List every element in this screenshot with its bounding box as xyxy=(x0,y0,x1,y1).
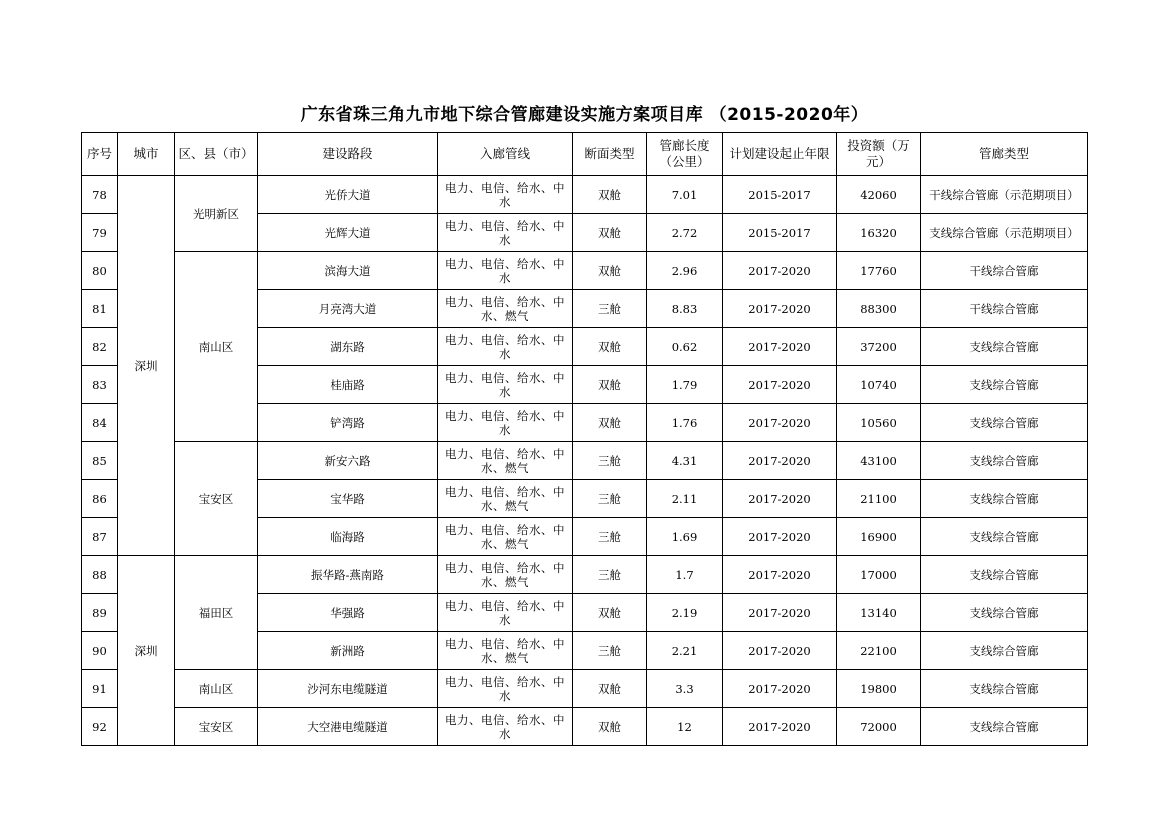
cell-segment: 滨海大道 xyxy=(258,252,438,290)
cell-pipelines: 电力、电信、给水、中水 xyxy=(438,404,573,442)
cell-period: 2017-2020 xyxy=(723,442,837,480)
cell-investment: 22100 xyxy=(837,632,921,670)
cell-investment: 19800 xyxy=(837,670,921,708)
cell-length: 1.76 xyxy=(647,404,723,442)
cell-section: 双舱 xyxy=(573,708,647,746)
cell-segment: 大空港电缆隧道 xyxy=(258,708,438,746)
header-seq: 序号 xyxy=(82,133,118,176)
cell-seq: 86 xyxy=(82,480,118,518)
cell-length: 2.11 xyxy=(647,480,723,518)
cell-investment: 37200 xyxy=(837,328,921,366)
cell-pipelines: 电力、电信、给水、中水 xyxy=(438,252,573,290)
cell-segment: 沙河东电缆隧道 xyxy=(258,670,438,708)
cell-pipelines: 电力、电信、给水、中水 xyxy=(438,214,573,252)
cell-segment: 临海路 xyxy=(258,518,438,556)
header-investment: 投资额（万元） xyxy=(837,133,921,176)
header-city: 城市 xyxy=(118,133,175,176)
cell-pipelines: 电力、电信、给水、中水、燃气 xyxy=(438,442,573,480)
cell-seq: 90 xyxy=(82,632,118,670)
cell-seq: 78 xyxy=(82,176,118,214)
table-row xyxy=(82,670,1088,708)
header-length: 管廊长度（公里） xyxy=(647,133,723,176)
cell-type: 支线综合管廊 xyxy=(921,632,1088,670)
cell-length: 7.01 xyxy=(647,176,723,214)
header-segment: 建设路段 xyxy=(258,133,438,176)
table-row xyxy=(82,442,1088,480)
cell-district: 南山区 xyxy=(175,670,258,708)
cell-length: 4.31 xyxy=(647,442,723,480)
cell-period: 2017-2020 xyxy=(723,556,837,594)
cell-pipelines: 电力、电信、给水、中水 xyxy=(438,328,573,366)
header-section-type: 断面类型 xyxy=(573,133,647,176)
cell-seq: 91 xyxy=(82,670,118,708)
cell-section: 三舱 xyxy=(573,442,647,480)
cell-section: 双舱 xyxy=(573,404,647,442)
cell-segment: 铲湾路 xyxy=(258,404,438,442)
cell-length: 2.96 xyxy=(647,252,723,290)
cell-section: 三舱 xyxy=(573,480,647,518)
cell-section: 双舱 xyxy=(573,366,647,404)
cell-segment: 月亮湾大道 xyxy=(258,290,438,328)
cell-seq: 79 xyxy=(82,214,118,252)
cell-section: 双舱 xyxy=(573,670,647,708)
header-pipelines: 入廊管线 xyxy=(438,133,573,176)
cell-investment: 42060 xyxy=(837,176,921,214)
cell-seq: 89 xyxy=(82,594,118,632)
cell-pipelines: 电力、电信、给水、中水 xyxy=(438,176,573,214)
cell-segment: 光辉大道 xyxy=(258,214,438,252)
cell-type: 干线综合管廊（示范期项目） xyxy=(921,176,1088,214)
cell-type: 支线综合管廊 xyxy=(921,442,1088,480)
cell-period: 2017-2020 xyxy=(723,632,837,670)
cell-period: 2017-2020 xyxy=(723,290,837,328)
cell-type: 干线综合管廊 xyxy=(921,290,1088,328)
cell-seq: 88 xyxy=(82,556,118,594)
cell-length: 8.83 xyxy=(647,290,723,328)
cell-pipelines: 电力、电信、给水、中水 xyxy=(438,594,573,632)
cell-district: 宝安区 xyxy=(175,442,258,556)
cell-period: 2017-2020 xyxy=(723,480,837,518)
cell-investment: 72000 xyxy=(837,708,921,746)
cell-seq: 80 xyxy=(82,252,118,290)
cell-type: 支线综合管廊 xyxy=(921,366,1088,404)
page-title: 广东省珠三角九市地下综合管廊建设实施方案项目库 （2015-2020年） xyxy=(300,105,869,125)
table-row xyxy=(82,176,1088,214)
header-district: 区、县（市） xyxy=(175,133,258,176)
cell-type: 支线综合管廊（示范期项目） xyxy=(921,214,1088,252)
cell-segment: 华强路 xyxy=(258,594,438,632)
cell-investment: 16320 xyxy=(837,214,921,252)
header-row xyxy=(82,133,1088,176)
cell-segment: 桂庙路 xyxy=(258,366,438,404)
cell-district: 南山区 xyxy=(175,252,258,442)
cell-investment: 10560 xyxy=(837,404,921,442)
cell-investment: 21100 xyxy=(837,480,921,518)
cell-period: 2017-2020 xyxy=(723,708,837,746)
cell-section: 双舱 xyxy=(573,328,647,366)
cell-district: 福田区 xyxy=(175,556,258,670)
cell-section: 三舱 xyxy=(573,290,647,328)
cell-pipelines: 电力、电信、给水、中水、燃气 xyxy=(438,518,573,556)
cell-section: 双舱 xyxy=(573,176,647,214)
cell-segment: 湖东路 xyxy=(258,328,438,366)
cell-segment: 宝华路 xyxy=(258,480,438,518)
header-period: 计划建设起止年限 xyxy=(723,133,837,176)
cell-length: 2.72 xyxy=(647,214,723,252)
cell-seq: 87 xyxy=(82,518,118,556)
cell-period: 2017-2020 xyxy=(723,670,837,708)
cell-length: 1.7 xyxy=(647,556,723,594)
cell-period: 2017-2020 xyxy=(723,328,837,366)
table-row xyxy=(82,708,1088,746)
cell-section: 双舱 xyxy=(573,214,647,252)
cell-section: 双舱 xyxy=(573,252,647,290)
cell-length: 1.79 xyxy=(647,366,723,404)
cell-type: 干线综合管廊 xyxy=(921,252,1088,290)
cell-type: 支线综合管廊 xyxy=(921,708,1088,746)
cell-type: 支线综合管廊 xyxy=(921,556,1088,594)
cell-length: 2.21 xyxy=(647,632,723,670)
header-corridor-type: 管廊类型 xyxy=(921,133,1088,176)
cell-district: 光明新区 xyxy=(175,176,258,252)
cell-investment: 13140 xyxy=(837,594,921,632)
cell-investment: 17000 xyxy=(837,556,921,594)
cell-period: 2017-2020 xyxy=(723,404,837,442)
cell-period: 2015-2017 xyxy=(723,176,837,214)
cell-length: 0.62 xyxy=(647,328,723,366)
cell-type: 支线综合管廊 xyxy=(921,670,1088,708)
cell-city: 深圳 xyxy=(118,556,175,746)
cell-period: 2017-2020 xyxy=(723,366,837,404)
cell-pipelines: 电力、电信、给水、中水、燃气 xyxy=(438,632,573,670)
cell-length: 12 xyxy=(647,708,723,746)
table-row xyxy=(82,252,1088,290)
cell-type: 支线综合管廊 xyxy=(921,328,1088,366)
cell-investment: 88300 xyxy=(837,290,921,328)
cell-segment: 新洲路 xyxy=(258,632,438,670)
cell-seq: 92 xyxy=(82,708,118,746)
cell-period: 2017-2020 xyxy=(723,252,837,290)
cell-length: 3.3 xyxy=(647,670,723,708)
cell-investment: 10740 xyxy=(837,366,921,404)
cell-investment: 17760 xyxy=(837,252,921,290)
cell-pipelines: 电力、电信、给水、中水、燃气 xyxy=(438,290,573,328)
cell-section: 三舱 xyxy=(573,632,647,670)
cell-seq: 82 xyxy=(82,328,118,366)
cell-pipelines: 电力、电信、给水、中水 xyxy=(438,366,573,404)
cell-pipelines: 电力、电信、给水、中水、燃气 xyxy=(438,556,573,594)
cell-seq: 84 xyxy=(82,404,118,442)
project-table xyxy=(81,132,1088,746)
cell-seq: 83 xyxy=(82,366,118,404)
cell-section: 三舱 xyxy=(573,556,647,594)
cell-investment: 43100 xyxy=(837,442,921,480)
cell-pipelines: 电力、电信、给水、中水、燃气 xyxy=(438,480,573,518)
cell-period: 2015-2017 xyxy=(723,214,837,252)
cell-section: 双舱 xyxy=(573,594,647,632)
cell-type: 支线综合管廊 xyxy=(921,594,1088,632)
table-row xyxy=(82,556,1088,594)
cell-segment: 光侨大道 xyxy=(258,176,438,214)
cell-length: 1.69 xyxy=(647,518,723,556)
cell-seq: 81 xyxy=(82,290,118,328)
cell-district: 宝安区 xyxy=(175,708,258,746)
cell-type: 支线综合管廊 xyxy=(921,518,1088,556)
cell-period: 2017-2020 xyxy=(723,518,837,556)
cell-seq: 85 xyxy=(82,442,118,480)
cell-segment: 振华路-燕南路 xyxy=(258,556,438,594)
cell-segment: 新安六路 xyxy=(258,442,438,480)
cell-city: 深圳 xyxy=(118,176,175,556)
cell-investment: 16900 xyxy=(837,518,921,556)
cell-pipelines: 电力、电信、给水、中水 xyxy=(438,670,573,708)
cell-length: 2.19 xyxy=(647,594,723,632)
cell-type: 支线综合管廊 xyxy=(921,480,1088,518)
cell-period: 2017-2020 xyxy=(723,594,837,632)
cell-pipelines: 电力、电信、给水、中水 xyxy=(438,708,573,746)
cell-type: 支线综合管廊 xyxy=(921,404,1088,442)
cell-section: 三舱 xyxy=(573,518,647,556)
